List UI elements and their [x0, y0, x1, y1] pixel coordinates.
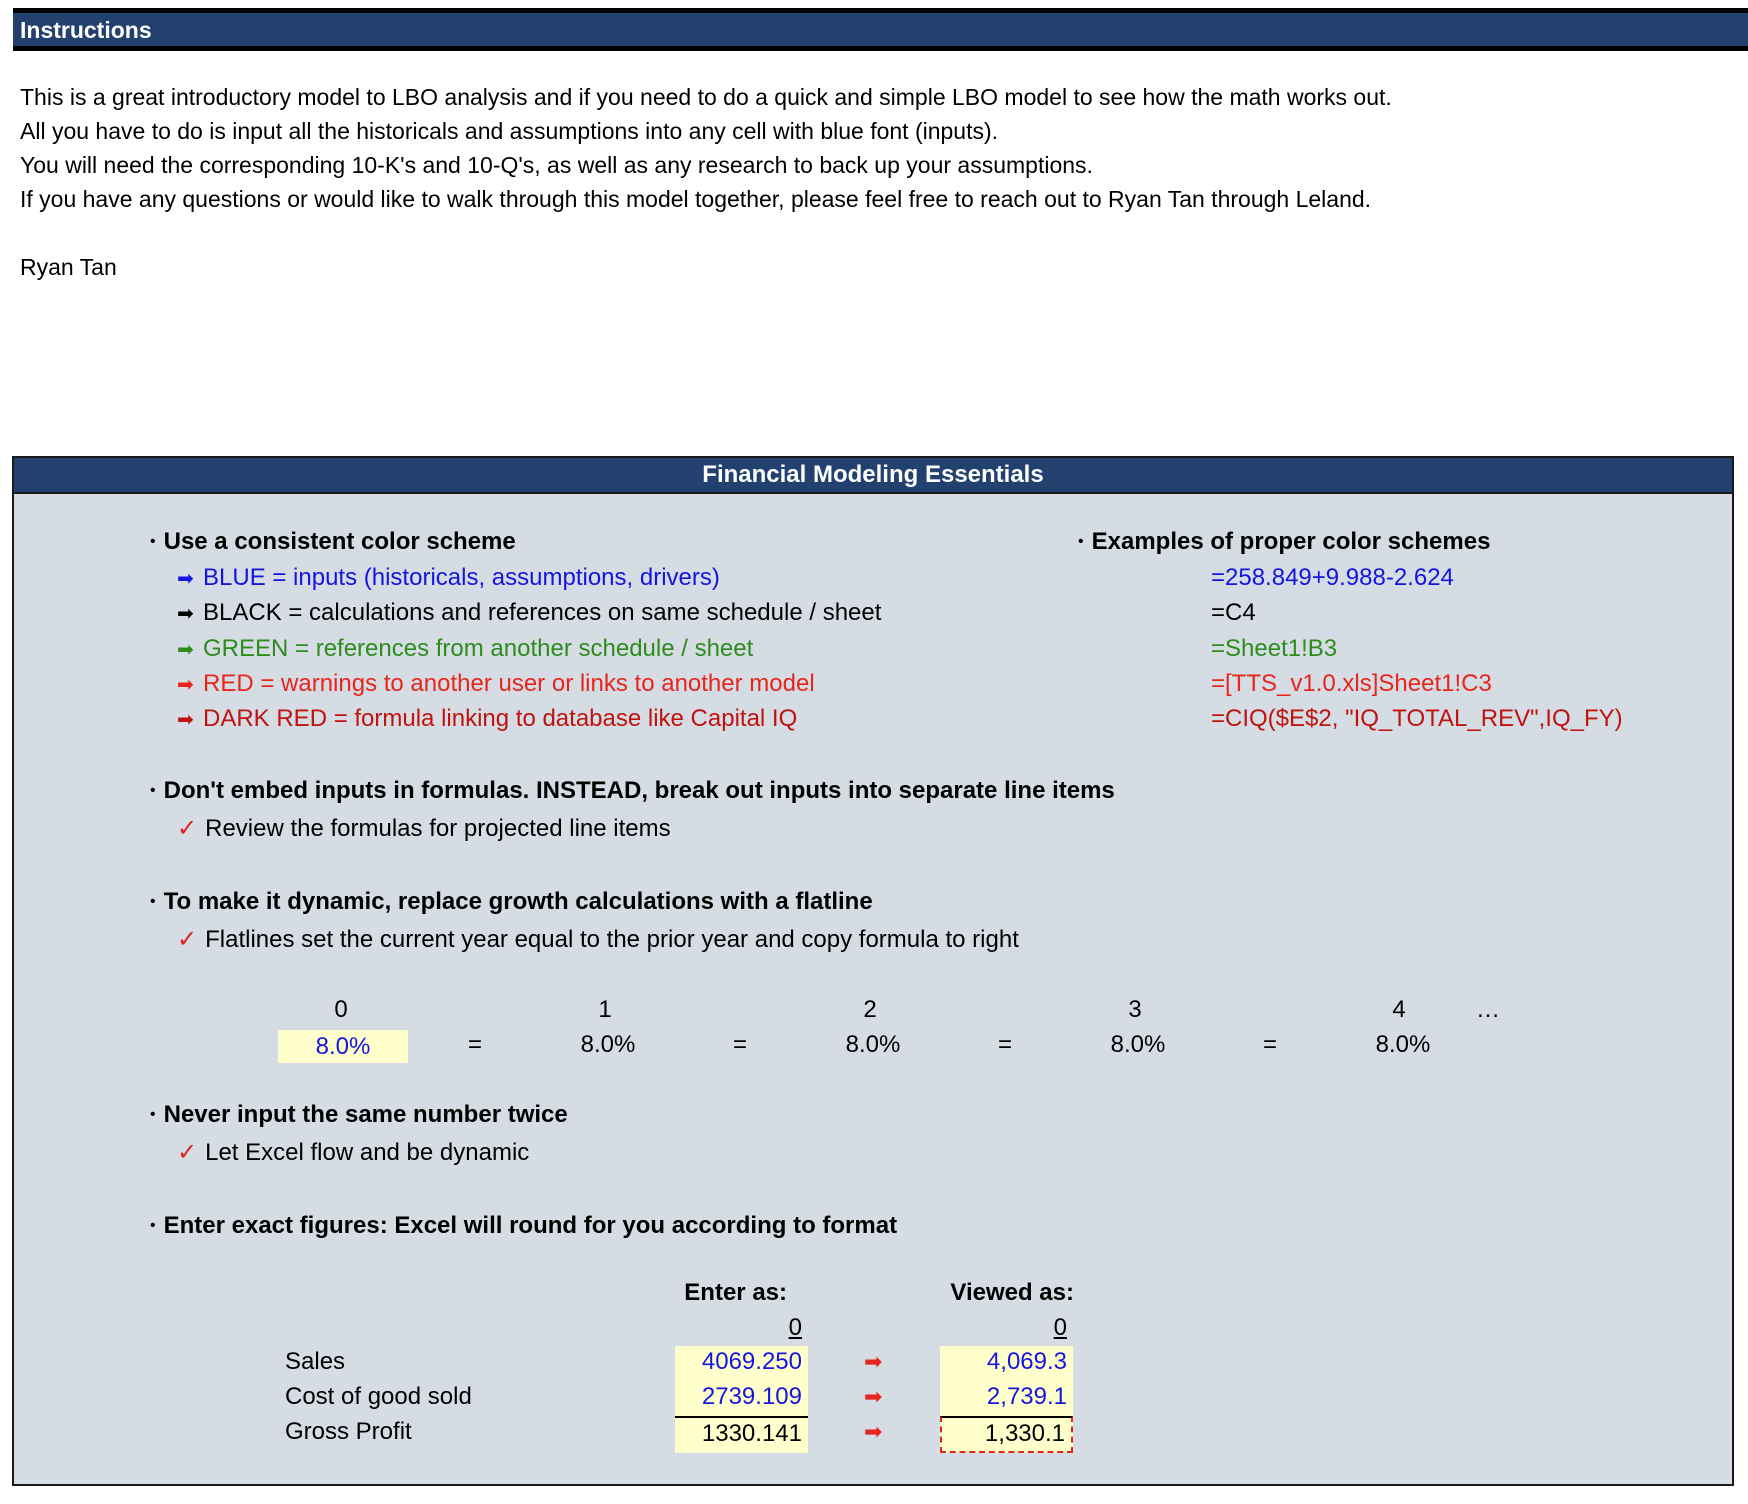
header-bar	[13, 13, 1748, 48]
bullet-icon: •	[150, 533, 156, 550]
right-arrow-icon: ➡	[864, 1419, 883, 1444]
intro-line: If you have any questions or would like to walk through this model together, please feel free to reach out to Ryan Tan through Leland.	[20, 186, 1372, 212]
right-arrow-icon: ➡	[177, 603, 194, 625]
examples-heading: • Examples of proper color schemes	[1078, 528, 1491, 555]
color-item-blue: ➡ BLUE = inputs (historicals, assumptions, drivers)	[177, 563, 720, 594]
enter-period: 0	[788, 1314, 802, 1341]
viewed-period: 0	[1053, 1314, 1067, 1341]
twice-note: ✓ Let Excel flow and be dynamic	[177, 1139, 530, 1166]
example-blue: =258.849+9.988-2.624	[1211, 564, 1454, 591]
check-icon: ✓	[177, 815, 198, 842]
entered-sales-cell[interactable]: 4069.250	[675, 1346, 808, 1381]
twice-heading: • Never input the same number twice	[150, 1101, 568, 1128]
check-icon: ✓	[177, 926, 198, 953]
color-item-dark-red: ➡ DARK RED = formula linking to database like Capital IQ	[177, 704, 797, 735]
intro-line: All you have to do is input all the historicals and assumptions into any cell with blue font (inputs).	[20, 118, 999, 144]
color-item-black: ➡ BLACK = calculations and references on same schedule / sheet	[177, 598, 881, 629]
right-arrow-icon: ➡	[864, 1384, 883, 1409]
right-arrow-icon: ➡	[177, 639, 194, 661]
growth-cell[interactable]: 8.0%	[1375, 1031, 1431, 1058]
growth-input-cell[interactable]: 8.0%	[278, 1030, 408, 1063]
color-item-red: ➡ RED = warnings to another user or links to another model	[177, 669, 815, 700]
right-arrow-icon: ➡	[177, 709, 194, 731]
period-label: 0	[334, 996, 348, 1023]
enter-as-header: Enter as:	[684, 1279, 787, 1306]
ellipsis: …	[1476, 996, 1500, 1023]
period-label: 3	[1128, 996, 1142, 1023]
equals-sign: =	[467, 1031, 482, 1058]
viewed-cogs-cell[interactable]: 2,739.1	[940, 1381, 1073, 1416]
right-arrow-icon: ➡	[864, 1349, 883, 1374]
growth-cell[interactable]: 8.0%	[845, 1031, 901, 1058]
bullet-icon: •	[1078, 533, 1084, 550]
equals-sign: =	[1262, 1031, 1277, 1058]
period-label: 4	[1392, 996, 1406, 1023]
viewed-sales-cell[interactable]: 4,069.3	[940, 1346, 1073, 1381]
bullet-icon: •	[150, 1106, 156, 1123]
row-label-cogs: Cost of good sold	[285, 1383, 472, 1410]
equals-sign: =	[997, 1031, 1012, 1058]
example-green: =Sheet1!B3	[1211, 635, 1338, 662]
bullet-icon: •	[150, 782, 156, 799]
period-label: 1	[598, 996, 612, 1023]
example-dark-red: =CIQ($E$2, "IQ_TOTAL_REV",IQ_FY)	[1211, 705, 1623, 732]
page-title: Instructions	[20, 17, 152, 43]
dynamic-heading: • To make it dynamic, replace growth calculations with a flatline	[150, 888, 873, 915]
intro-line: You will need the corresponding 10-K's and 10-Q's, as well as any research to back up your assumptions.	[20, 152, 1093, 178]
essentials-title: Financial Modeling Essentials	[702, 461, 1044, 488]
example-black: =C4	[1211, 599, 1256, 626]
equals-sign: =	[732, 1031, 747, 1058]
bullet-icon: •	[150, 1217, 156, 1234]
check-icon: ✓	[177, 1139, 198, 1166]
viewed-as-header: Viewed as:	[950, 1279, 1074, 1306]
viewed-gross-profit-cell[interactable]: 1,330.1	[940, 1416, 1073, 1453]
entered-gross-profit-cell[interactable]: 1330.141	[675, 1416, 808, 1453]
color-scheme-heading: • Use a consistent color scheme	[150, 528, 516, 555]
row-label-gross-profit: Gross Profit	[285, 1418, 412, 1445]
exact-heading: • Enter exact figures: Excel will round for you according to format	[150, 1212, 898, 1239]
growth-cell[interactable]: 8.0%	[580, 1031, 636, 1058]
intro-line: This is a great introductory model to LBO analysis and if you need to do a quick and simple LBO model to see how the math works out.	[20, 84, 1392, 110]
example-red: =[TTS_v1.0.xls]Sheet1!C3	[1211, 670, 1492, 697]
period-label: 2	[863, 996, 877, 1023]
right-arrow-icon: ➡	[177, 568, 194, 590]
row-label-sales: Sales	[285, 1348, 346, 1375]
growth-cell[interactable]: 8.0%	[1110, 1031, 1166, 1058]
bullet-icon: •	[150, 893, 156, 910]
embed-note: ✓ Review the formulas for projected line items	[177, 815, 671, 842]
dynamic-note: ✓ Flatlines set the current year equal to the prior year and copy formula to right	[177, 926, 1019, 953]
signature: Ryan Tan	[20, 254, 117, 280]
color-item-green: ➡ GREEN = references from another schedule / sheet	[177, 634, 753, 665]
entered-cogs-cell[interactable]: 2739.109	[675, 1381, 808, 1416]
header-bottom-rule	[13, 46, 1748, 51]
right-arrow-icon: ➡	[177, 674, 194, 696]
embed-heading: • Don't embed inputs in formulas. INSTEAD, break out inputs into separate line items	[150, 777, 1115, 804]
